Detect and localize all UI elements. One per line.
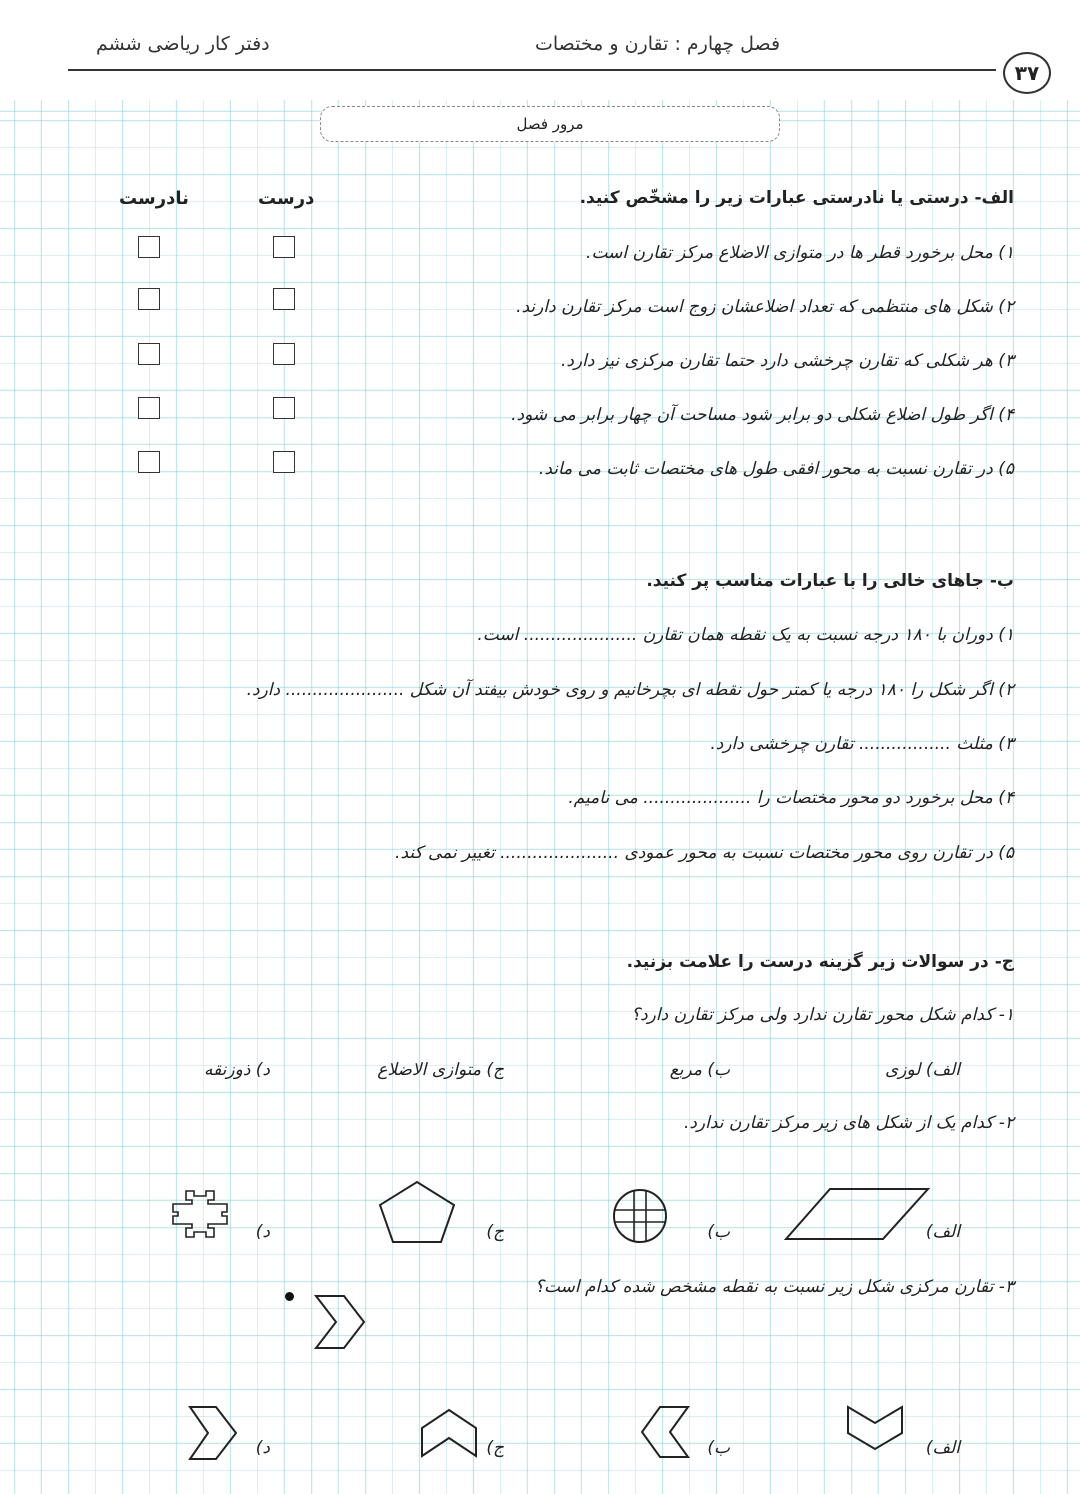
fill-blank-2: ۲) اگر شکل را ۱۸۰ درجه یا کمتر حول نقطه ای بچرخانیم و روی خودش بیفتد آن شکل ...................... دارد. [246,680,1014,700]
circle-cross-icon [612,1188,668,1244]
q1-option-b[interactable]: ب) مربع [669,1060,730,1080]
chevron-up-icon [420,1408,478,1458]
parallelogram-icon [785,1188,930,1240]
page-number: ۳۷ [1003,52,1051,94]
q2-option-c[interactable]: ج) [486,1222,504,1242]
fill-blank-1: ۱) دوران با ۱۸۰ درجه نسبت به یک نقطه همان تقارن ..................... است. [477,625,1014,645]
false-checkbox-5[interactable] [138,451,160,473]
false-column-header: نادرست [119,188,189,209]
statement-4: ۴) اگر طول اضلاع شکلی دو برابر شود مساحت آن چهار برابر می شود. [511,405,1014,425]
true-checkbox-3[interactable] [273,343,295,365]
pentagon-icon [378,1180,456,1244]
q2-option-a[interactable]: الف) [925,1222,960,1242]
q3-option-d[interactable]: د) [255,1438,270,1458]
mc-question-3: ۳- تقارن مرکزی شکل زیر نسبت به نقطه مشخص شده کدام است؟ [534,1277,1014,1297]
header-rule [68,69,996,71]
chapter-title: فصل چهارم : تقارن و مختصات [535,33,781,55]
true-checkbox-1[interactable] [273,236,295,258]
q3-option-b[interactable]: ب) [707,1438,730,1458]
statement-1: ۱) محل برخورد قطر ها در متوازی الاضلاع مرکز تقارن است. [586,243,1014,263]
q1-option-d[interactable]: د) ذوزنقه [203,1060,270,1080]
section-b-title: ب- جاهای خالی را با عبارات مناسب پر کنید. [646,571,1014,591]
mc-question-2: ۲- کدام یک از شکل های زیر مرکز تقارن ندارد. [683,1113,1014,1133]
book-title: دفتر کار ریاضی ششم [96,33,270,55]
fill-blank-4: ۴) محل برخورد دو محور مختصات را .................... می نامیم. [568,788,1014,808]
false-checkbox-4[interactable] [138,397,160,419]
fill-blank-5: ۵) در تقارن روی محور مختصات نسبت به محور عمودی ...................... تغییر نمی کند. [395,843,1014,863]
section-a-title: الف- درستی یا نادرستی عبارات زیر را مشخّص کنید. [579,188,1014,208]
q3-option-a[interactable]: الف) [925,1438,960,1458]
center-point-marker [285,1292,294,1301]
false-checkbox-3[interactable] [138,343,160,365]
statement-2: ۲) شکل های منتظمی که تعداد اضلاعشان زوج است مرکز تقارن دارند. [516,297,1014,317]
statement-3: ۳) هر شکلی که تقارن چرخشی دارد حتما تقارن مرکزی نیز دارد. [560,351,1014,371]
q3-option-c[interactable]: ج) [486,1438,504,1458]
q2-option-b[interactable]: ب) [707,1222,730,1242]
true-checkbox-2[interactable] [273,288,295,310]
q1-option-a[interactable]: الف) لوزی [884,1060,960,1080]
mc-question-1: ۱- کدام شکل محور تقارن ندارد ولی مرکز تقارن دارد؟ [631,1005,1014,1025]
true-checkbox-5[interactable] [273,451,295,473]
false-checkbox-1[interactable] [138,236,160,258]
chevron-down-icon [846,1405,904,1451]
true-checkbox-4[interactable] [273,397,295,419]
section-c-title: ج- در سوالات زیر گزینه درست را علامت بزنید. [626,952,1014,972]
true-column-header: درست [258,188,315,209]
reference-chevron-icon [314,1294,366,1350]
false-checkbox-2[interactable] [138,288,160,310]
q1-option-c[interactable]: ج) متوازی الاضلاع [377,1060,504,1080]
cross-shape-icon [172,1190,228,1238]
chevron-right-icon [188,1405,238,1461]
fill-blank-3: ۳) مثلث ................. تقارن چرخشی دارد. [710,734,1014,754]
chapter-review-banner: مرور فصل [320,106,780,142]
chevron-left-icon [640,1405,690,1459]
statement-5: ۵) در تقارن نسبت به محور افقی طول های مختصات ثابت می ماند. [538,459,1014,479]
q2-option-d[interactable]: د) [255,1222,270,1242]
